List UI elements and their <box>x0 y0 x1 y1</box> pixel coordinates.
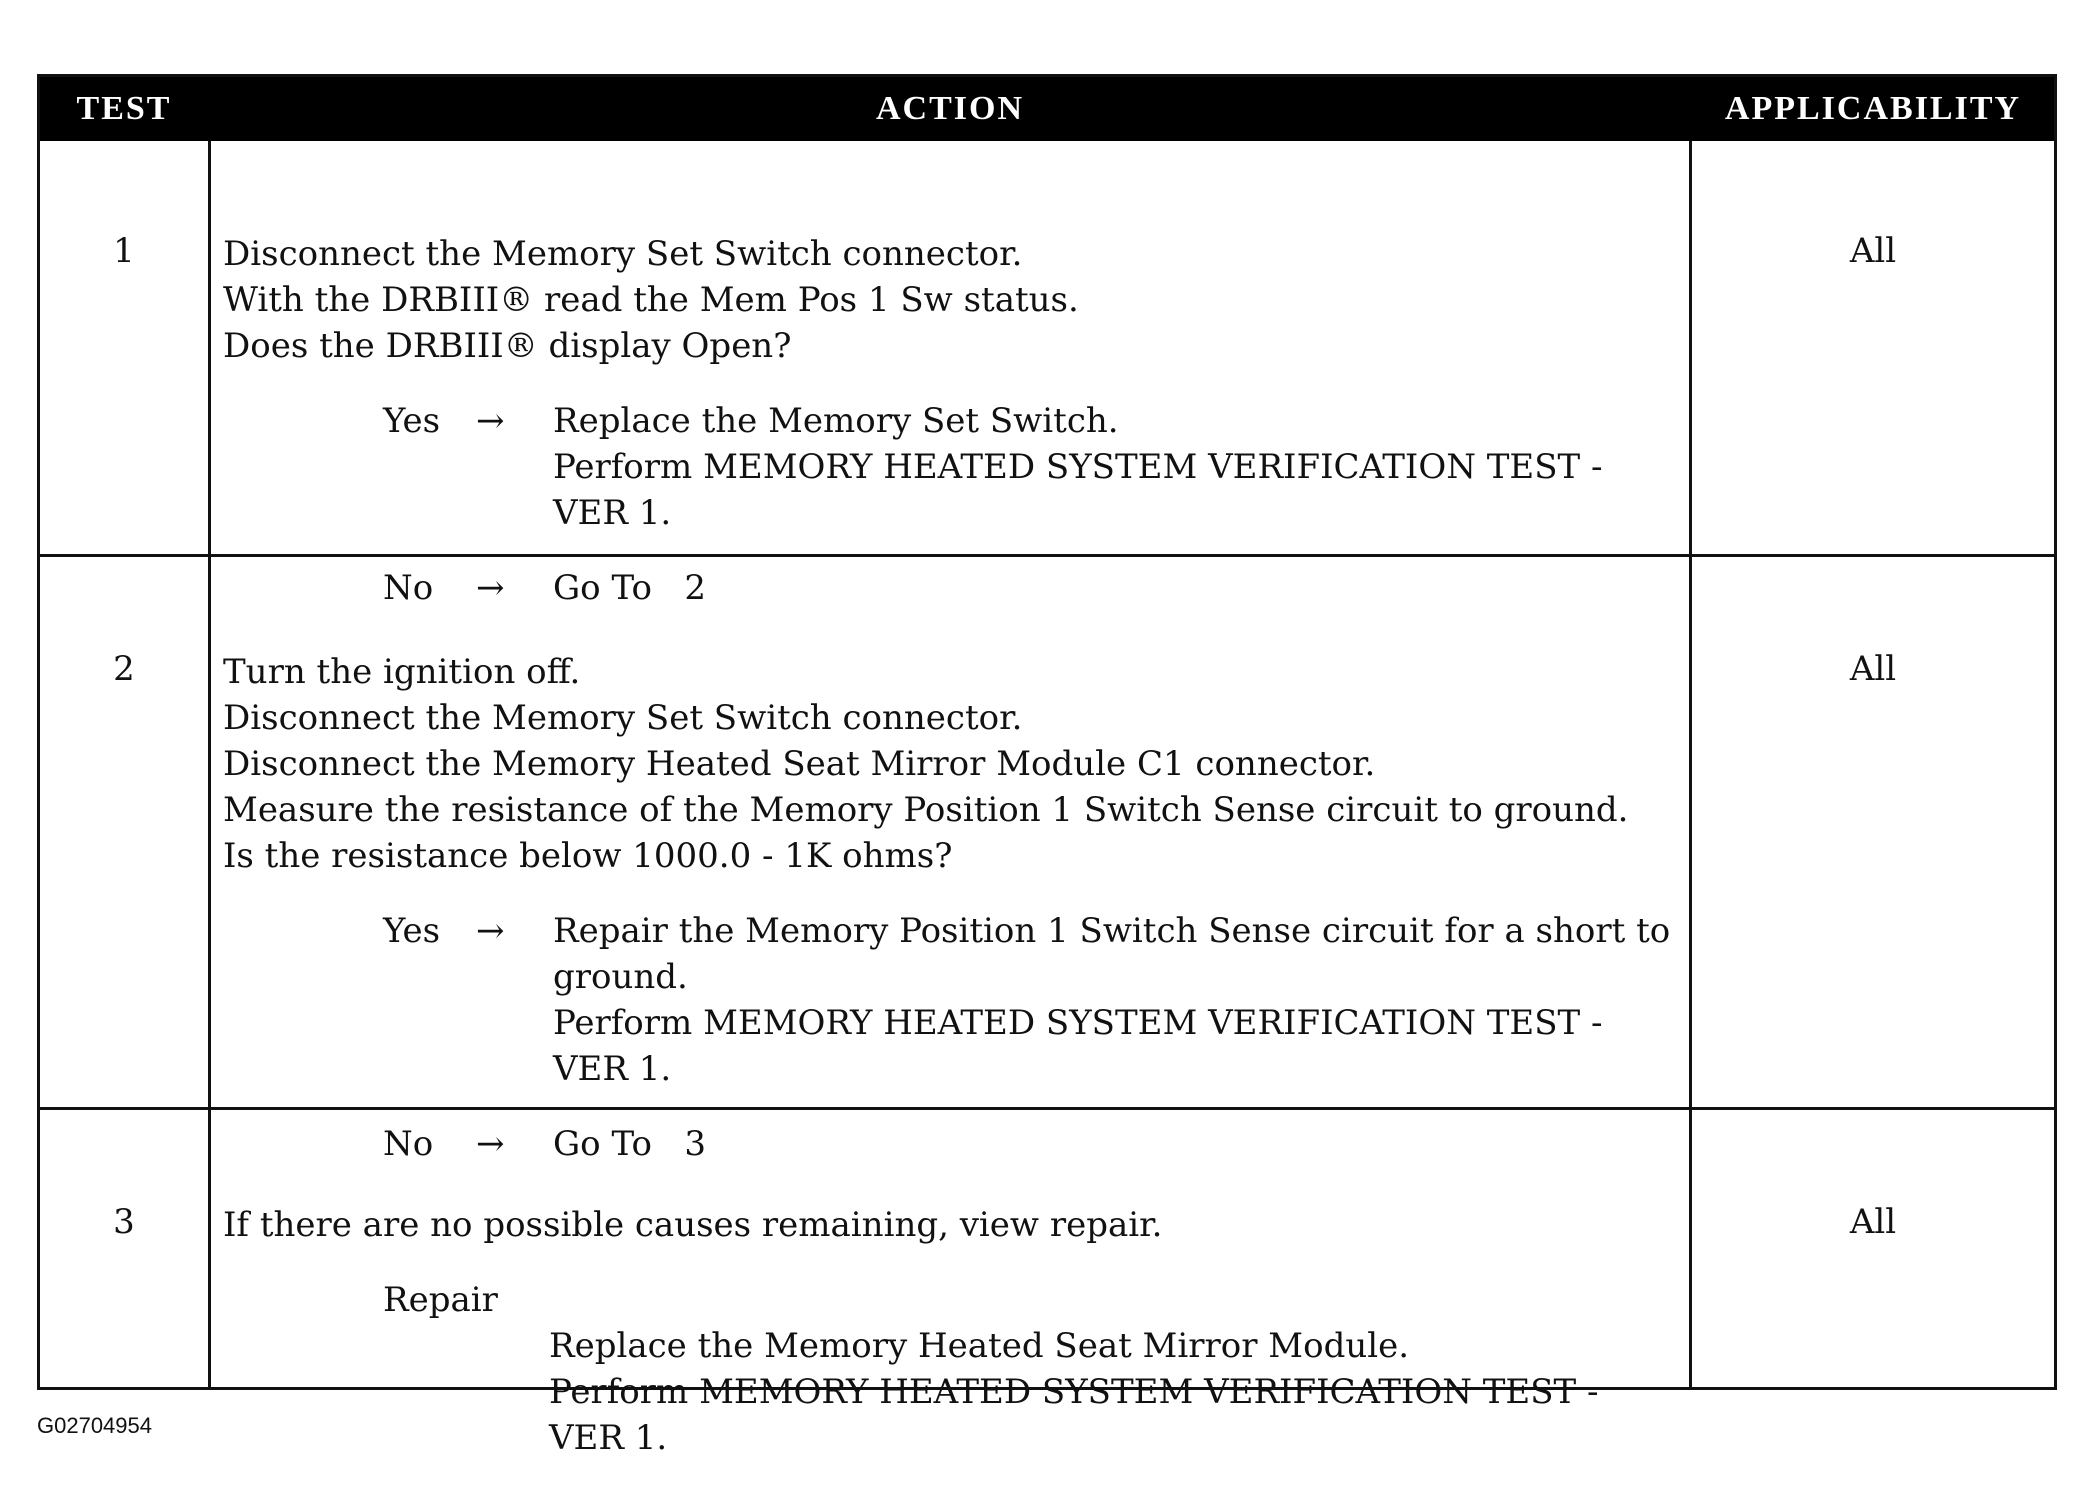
header-action: ACTION <box>875 90 1025 127</box>
header-test: TEST <box>76 90 172 127</box>
no-label: No <box>383 1124 434 1164</box>
action-cell <box>223 649 1683 1167</box>
test-number: 1 <box>113 231 135 271</box>
action-cell <box>223 231 1683 611</box>
column-divider <box>208 141 211 1387</box>
response-line: VER 1. <box>553 1049 672 1089</box>
go-to-link: Go To 3 <box>553 1124 706 1164</box>
action-step: Does the DRBIII® display Open? <box>223 326 792 366</box>
action-step: If there are no possible causes remaining, view repair. <box>223 1205 1163 1245</box>
no-response <box>223 1121 1683 1167</box>
action-step: Turn the ignition off. <box>223 652 581 692</box>
response-line: ground. <box>553 957 688 997</box>
response-line: VER 1. <box>553 493 672 533</box>
applicability-value: All <box>1849 231 1897 271</box>
applicability-value: All <box>1849 649 1897 689</box>
arrow-icon: → <box>476 568 505 608</box>
action-step: Is the resistance below 1000.0 - 1K ohms? <box>223 836 953 876</box>
response-line: Perform MEMORY HEATED SYSTEM VERIFICATION TEST - <box>553 1003 1603 1043</box>
arrow-icon: → <box>476 401 505 441</box>
column-divider <box>1689 141 1692 1387</box>
response-line: Replace the Memory Heated Seat Mirror Module. <box>549 1326 1410 1366</box>
response-line: Perform MEMORY HEATED SYSTEM VERIFICATION TEST - <box>553 447 1603 487</box>
no-label: No <box>383 568 434 608</box>
repair-body <box>549 1323 1683 1461</box>
yes-label: Yes <box>383 911 441 951</box>
yes-response <box>223 908 1683 1092</box>
arrow-icon: → <box>476 911 505 951</box>
action-step: Disconnect the Memory Set Switch connector. <box>223 698 1023 738</box>
go-to-link: Go To 2 <box>553 568 706 608</box>
figure-id: G02704954 <box>37 1413 152 1438</box>
response-line: Replace the Memory Set Switch. <box>553 401 1119 441</box>
action-step: Measure the resistance of the Memory Position 1 Switch Sense circuit to ground. <box>223 790 1629 830</box>
repair-label: Repair <box>383 1280 498 1320</box>
response-line: VER 1. <box>549 1418 668 1458</box>
action-cell <box>223 1202 1683 1461</box>
action-step: Disconnect the Memory Heated Seat Mirror Module C1 connector. <box>223 744 1376 784</box>
yes-label: Yes <box>383 401 441 441</box>
table-header <box>40 77 2054 141</box>
applicability-value: All <box>1849 1202 1897 1242</box>
yes-response <box>223 398 1683 536</box>
test-number: 3 <box>113 1202 135 1242</box>
response-line: Perform MEMORY HEATED SYSTEM VERIFICATION TEST - <box>549 1372 1599 1412</box>
test-number: 2 <box>113 649 135 689</box>
header-applicability: APPLICABILITY <box>1724 90 2022 127</box>
arrow-icon: → <box>476 1124 505 1164</box>
no-response <box>223 565 1683 611</box>
action-step: Disconnect the Memory Set Switch connector. <box>223 234 1023 274</box>
response-line: Repair the Memory Position 1 Switch Sense circuit for a short to <box>553 911 1671 951</box>
action-step: With the DRBIII® read the Mem Pos 1 Sw status. <box>223 280 1079 320</box>
